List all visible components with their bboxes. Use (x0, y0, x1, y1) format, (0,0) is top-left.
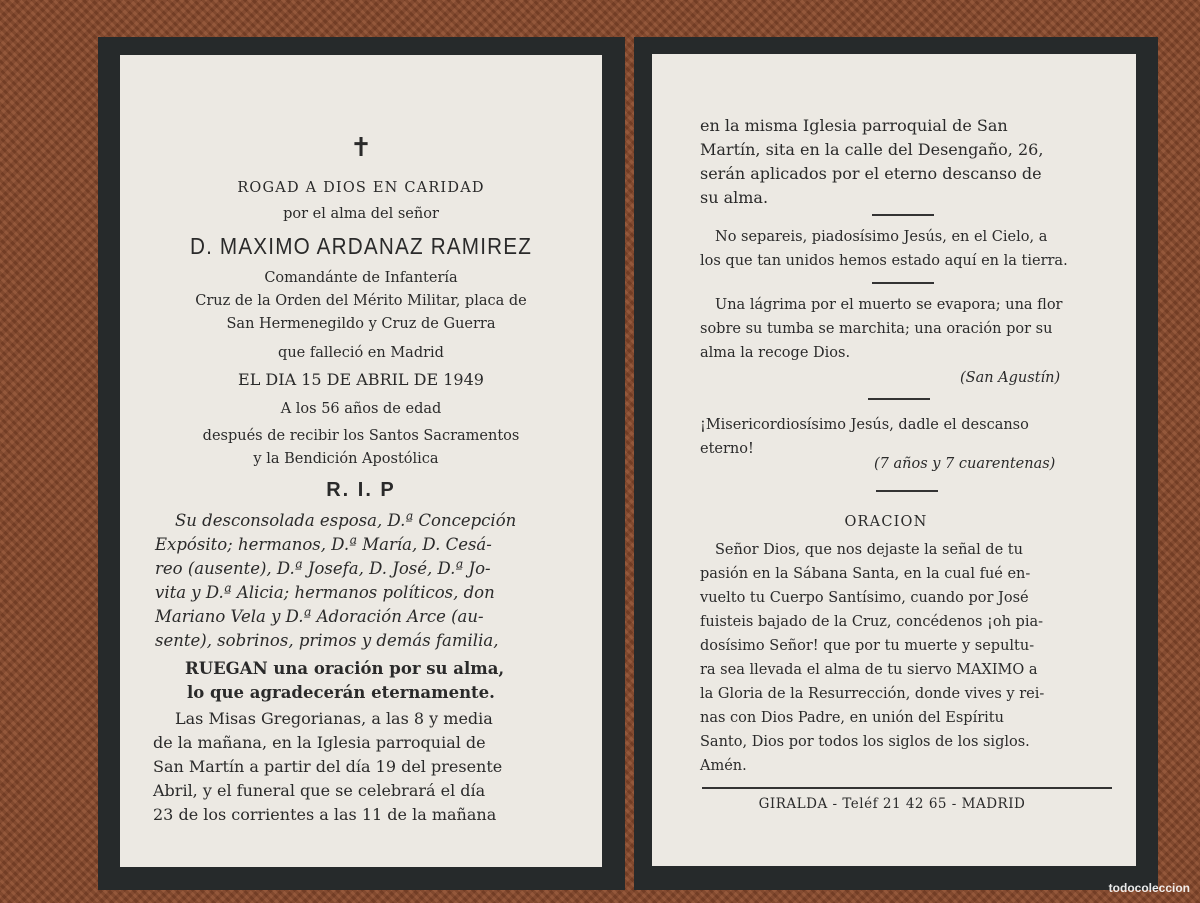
ruegan-line-2: lo que agradecerán eternamente. (187, 683, 495, 702)
masses-line: Abril, y el funeral que se celebrará el día (153, 781, 486, 800)
ruegan-line-1: RUEGAN una oración por su alma, (185, 659, 505, 678)
prayer-line: Señor Dios, que nos dejaste la señal de tu (715, 542, 1023, 558)
cont-line: en la misma Iglesia parroquial de San (700, 116, 1008, 135)
divider (872, 214, 934, 216)
prayer-title: ORACION (844, 514, 928, 530)
family-line: Expósito; hermanos, D.ª María, D. Cesá- (155, 535, 492, 554)
verse2-source: (San Agustín) (960, 370, 1061, 386)
prayer-line: nas con Dios Padre, en unión del Espíritu (700, 710, 1004, 726)
prayer-line: vuelto tu Cuerpo Santísimo, cuando por José (700, 590, 1029, 606)
right-card (634, 37, 1158, 890)
prayer-line: Amén. (700, 758, 747, 774)
cont-line: su alma. (700, 188, 769, 207)
divider (872, 282, 934, 284)
prayer-line: la Gloria de la Resurrección, donde vives y rei- (700, 686, 1045, 702)
cont-line: Martín, sita en la calle del Desengaño, 26, (700, 140, 1044, 159)
verse2-line: Una lágrima por el muerto se evapora; una flor (715, 297, 1063, 313)
verse2-line: sobre su tumba se marchita; una oración por su (700, 321, 1053, 337)
family-line: vita y D.ª Alicia; hermanos políticos, don (155, 583, 495, 602)
age-line: A los 56 años de edad (280, 401, 442, 417)
honours-line-1: Cruz de la Orden del Mérito Militar, placa de (195, 293, 527, 309)
left-card (98, 37, 625, 890)
printer-rule (702, 787, 1112, 789)
divider (868, 398, 930, 400)
died-line: que falleció en Madrid (278, 345, 444, 361)
masses-line: 23 de los corrientes a las 11 de la mañana (153, 805, 497, 824)
verse3-line: ¡Misericordiosísimo Jesús, dadle el descanso (700, 417, 1029, 433)
prayer-line: pasión en la Sábana Santa, en la cual fué en- (700, 566, 1031, 582)
rank: Comandánte de Infantería (264, 270, 458, 286)
family-line: Mariano Vela y D.ª Adoración Arce (au- (155, 607, 484, 626)
cont-line: serán aplicados por el eterno descanso de (700, 164, 1042, 183)
verse1-line: No separeis, piadosísimo Jesús, en el Cielo, a (715, 229, 1048, 245)
family-line: reo (ausente), D.ª Josefa, D. José, D.ª Jo- (155, 559, 491, 578)
rip: R. I. P (326, 479, 396, 501)
watermark-logo: todocoleccion (1108, 881, 1190, 895)
prayer-line: fuisteis bajado de la Cruz, concédenos ¡oh pia- (700, 614, 1043, 630)
soul-line: por el alma del señor (283, 206, 439, 222)
masses-line: de la mañana, en la Iglesia parroquial de (153, 733, 486, 752)
sacraments-line-1: después de recibir los Santos Sacramentos (202, 428, 520, 444)
sacraments-line-2: y la Bendición Apostólica (253, 451, 439, 467)
death-date: EL DIA 15 DE ABRIL DE 1949 (238, 370, 484, 389)
cross-icon: ✝ (350, 133, 372, 163)
family-line: Su desconsolada esposa, D.ª Concepción (175, 511, 517, 530)
masses-line: Las Misas Gregorianas, a las 8 y media (175, 709, 493, 728)
verse3-source: (7 años y 7 cuarentenas) (874, 456, 1056, 472)
deceased-name: D. MAXIMO ARDANAZ RAMIREZ (189, 233, 533, 259)
printer-line: GIRALDA - Teléf 21 42 65 - MADRID (758, 796, 1026, 812)
verse1-line: los que tan unidos hemos estado aquí en la tierra. (700, 253, 1068, 269)
verse3-line: eterno! (700, 441, 754, 457)
prayer-line: ra sea llevada el alma de tu siervo MAXIMO a (700, 662, 1038, 678)
family-line: sente), sobrinos, primos y demás familia, (155, 631, 499, 650)
prayer-line: Santo, Dios por todos los siglos de los siglos. (700, 734, 1030, 750)
verse2-line: alma la recoge Dios. (700, 345, 851, 361)
divider (876, 490, 938, 492)
prayer-line: dosísimo Señor! que por tu muerte y sepultu- (700, 638, 1035, 654)
left-page (120, 55, 602, 867)
right-page (652, 54, 1136, 866)
heading: ROGAD A DIOS EN CARIDAD (237, 180, 485, 196)
honours-line-2: San Hermenegildo y Cruz de Guerra (226, 316, 496, 332)
masses-line: San Martín a partir del día 19 del presente (153, 757, 503, 776)
